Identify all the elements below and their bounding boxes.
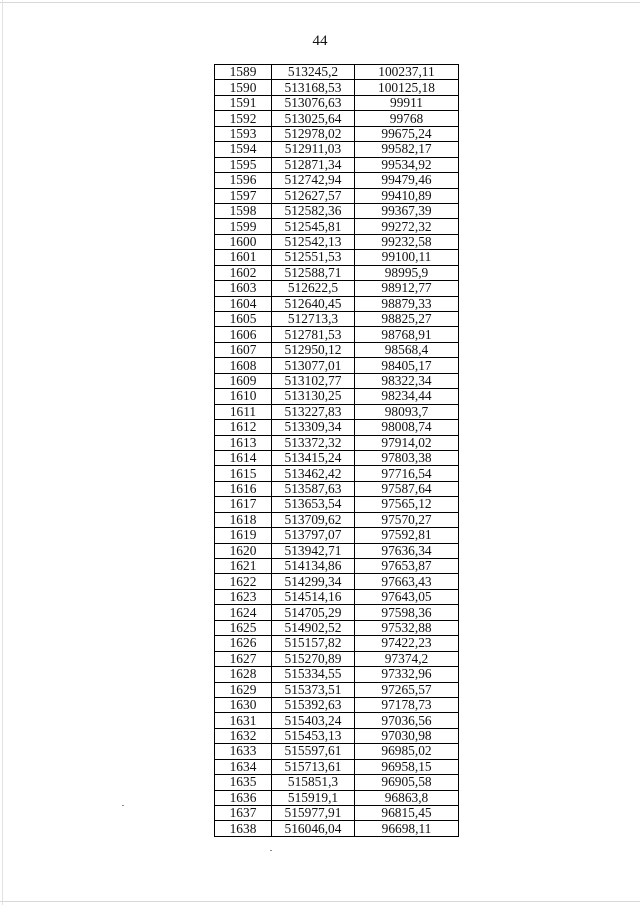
- x-coordinate-cell: 512978,02: [272, 126, 355, 141]
- coordinates-table-body: [215, 65, 459, 837]
- y-coordinate-cell: 97374,2: [355, 651, 459, 666]
- x-coordinate-cell: 513587,63: [272, 481, 355, 496]
- x-coordinate-cell: 515270,89: [272, 651, 355, 666]
- table-row: [215, 512, 459, 527]
- point-number-cell: 1596: [215, 173, 272, 188]
- point-number-cell: 1605: [215, 312, 272, 327]
- scan-edge-left: [2, 0, 3, 905]
- table-row: [215, 759, 459, 774]
- y-coordinate-cell: 97532,88: [355, 620, 459, 635]
- table-row: [215, 713, 459, 728]
- table-row: [215, 188, 459, 203]
- x-coordinate-cell: 512950,12: [272, 342, 355, 357]
- table-row: [215, 157, 459, 172]
- point-number-cell: 1626: [215, 636, 272, 651]
- table-row: [215, 327, 459, 342]
- y-coordinate-cell: 99100,11: [355, 250, 459, 265]
- point-number-cell: 1615: [215, 466, 272, 481]
- table-row: [215, 728, 459, 743]
- x-coordinate-cell: 514514,16: [272, 589, 355, 604]
- point-number-cell: 1597: [215, 188, 272, 203]
- table-row: [215, 203, 459, 218]
- table-row: [215, 342, 459, 357]
- point-number-cell: 1606: [215, 327, 272, 342]
- table-row: [215, 790, 459, 805]
- y-coordinate-cell: 98912,77: [355, 281, 459, 296]
- y-coordinate-cell: 96698,11: [355, 821, 459, 836]
- point-number-cell: 1607: [215, 342, 272, 357]
- point-number-cell: 1600: [215, 234, 272, 249]
- x-coordinate-cell: 515851,3: [272, 775, 355, 790]
- y-coordinate-cell: 98825,27: [355, 312, 459, 327]
- point-number-cell: 1637: [215, 806, 272, 821]
- x-coordinate-cell: 515373,51: [272, 682, 355, 697]
- table-row: [215, 806, 459, 821]
- point-number-cell: 1624: [215, 605, 272, 620]
- table-row: [215, 404, 459, 419]
- point-number-cell: 1632: [215, 728, 272, 743]
- y-coordinate-cell: 97914,02: [355, 435, 459, 450]
- point-number-cell: 1616: [215, 481, 272, 496]
- scan-edge-bottom: [0, 901, 640, 902]
- point-number-cell: 1636: [215, 790, 272, 805]
- y-coordinate-cell: 100237,11: [355, 65, 459, 80]
- point-number-cell: 1611: [215, 404, 272, 419]
- point-number-cell: 1602: [215, 265, 272, 280]
- point-number-cell: 1619: [215, 528, 272, 543]
- table-row: [215, 651, 459, 666]
- y-coordinate-cell: 97036,56: [355, 713, 459, 728]
- point-number-cell: 1620: [215, 543, 272, 558]
- x-coordinate-cell: 512582,36: [272, 203, 355, 218]
- table-row: [215, 435, 459, 450]
- x-coordinate-cell: 512871,34: [272, 157, 355, 172]
- table-row: [215, 821, 459, 836]
- x-coordinate-cell: 513372,32: [272, 435, 355, 450]
- x-coordinate-cell: 512545,81: [272, 219, 355, 234]
- y-coordinate-cell: 99534,92: [355, 157, 459, 172]
- table-row: [215, 173, 459, 188]
- table-row: [215, 265, 459, 280]
- y-coordinate-cell: 97422,23: [355, 636, 459, 651]
- x-coordinate-cell: 512713,3: [272, 312, 355, 327]
- y-coordinate-cell: 97587,64: [355, 481, 459, 496]
- y-coordinate-cell: 99479,46: [355, 173, 459, 188]
- x-coordinate-cell: 513130,25: [272, 389, 355, 404]
- table-row: [215, 481, 459, 496]
- point-number-cell: 1625: [215, 620, 272, 635]
- table-row: [215, 450, 459, 465]
- table-row: [215, 80, 459, 95]
- x-coordinate-cell: 512627,57: [272, 188, 355, 203]
- y-coordinate-cell: 97565,12: [355, 497, 459, 512]
- x-coordinate-cell: 515977,91: [272, 806, 355, 821]
- table-row: [215, 528, 459, 543]
- point-number-cell: 1618: [215, 512, 272, 527]
- x-coordinate-cell: 513077,01: [272, 358, 355, 373]
- point-number-cell: 1589: [215, 65, 272, 80]
- table-row: [215, 775, 459, 790]
- x-coordinate-cell: 512640,45: [272, 296, 355, 311]
- scan-speck: [122, 805, 124, 806]
- y-coordinate-cell: 97653,87: [355, 559, 459, 574]
- y-coordinate-cell: 97592,81: [355, 528, 459, 543]
- x-coordinate-cell: 515403,24: [272, 713, 355, 728]
- x-coordinate-cell: 512542,13: [272, 234, 355, 249]
- y-coordinate-cell: 97643,05: [355, 589, 459, 604]
- point-number-cell: 1592: [215, 111, 272, 126]
- y-coordinate-cell: 96958,15: [355, 759, 459, 774]
- y-coordinate-cell: 97178,73: [355, 697, 459, 712]
- x-coordinate-cell: 515334,55: [272, 667, 355, 682]
- x-coordinate-cell: 514299,34: [272, 574, 355, 589]
- x-coordinate-cell: 512551,53: [272, 250, 355, 265]
- y-coordinate-cell: 97570,27: [355, 512, 459, 527]
- y-coordinate-cell: 99367,39: [355, 203, 459, 218]
- x-coordinate-cell: 515392,63: [272, 697, 355, 712]
- y-coordinate-cell: 97716,54: [355, 466, 459, 481]
- y-coordinate-cell: 97030,98: [355, 728, 459, 743]
- y-coordinate-cell: 97636,34: [355, 543, 459, 558]
- x-coordinate-cell: 513942,71: [272, 543, 355, 558]
- point-number-cell: 1612: [215, 420, 272, 435]
- y-coordinate-cell: 98322,34: [355, 373, 459, 388]
- table-row: [215, 620, 459, 635]
- y-coordinate-cell: 97663,43: [355, 574, 459, 589]
- y-coordinate-cell: 99911: [355, 95, 459, 110]
- y-coordinate-cell: 99232,58: [355, 234, 459, 249]
- x-coordinate-cell: 512742,94: [272, 173, 355, 188]
- y-coordinate-cell: 98568,4: [355, 342, 459, 357]
- y-coordinate-cell: 97332,96: [355, 667, 459, 682]
- table-row: [215, 65, 459, 80]
- table-row: [215, 250, 459, 265]
- x-coordinate-cell: 513025,64: [272, 111, 355, 126]
- point-number-cell: 1621: [215, 559, 272, 574]
- point-number-cell: 1629: [215, 682, 272, 697]
- table-row: [215, 111, 459, 126]
- point-number-cell: 1610: [215, 389, 272, 404]
- y-coordinate-cell: 98768,91: [355, 327, 459, 342]
- y-coordinate-cell: 98995,9: [355, 265, 459, 280]
- table-row: [215, 697, 459, 712]
- point-number-cell: 1595: [215, 157, 272, 172]
- table-row: [215, 574, 459, 589]
- point-number-cell: 1594: [215, 142, 272, 157]
- point-number-cell: 1613: [215, 435, 272, 450]
- y-coordinate-cell: 98405,17: [355, 358, 459, 373]
- x-coordinate-cell: 513797,07: [272, 528, 355, 543]
- point-number-cell: 1603: [215, 281, 272, 296]
- point-number-cell: 1604: [215, 296, 272, 311]
- point-number-cell: 1617: [215, 497, 272, 512]
- x-coordinate-cell: 514705,29: [272, 605, 355, 620]
- x-coordinate-cell: 514134,86: [272, 559, 355, 574]
- y-coordinate-cell: 98093,7: [355, 404, 459, 419]
- point-number-cell: 1628: [215, 667, 272, 682]
- x-coordinate-cell: 512781,53: [272, 327, 355, 342]
- x-coordinate-cell: 513102,77: [272, 373, 355, 388]
- table-row: [215, 667, 459, 682]
- y-coordinate-cell: 98008,74: [355, 420, 459, 435]
- point-number-cell: 1638: [215, 821, 272, 836]
- x-coordinate-cell: 515919,1: [272, 790, 355, 805]
- x-coordinate-cell: 513415,24: [272, 450, 355, 465]
- x-coordinate-cell: 513245,2: [272, 65, 355, 80]
- table-row: [215, 466, 459, 481]
- x-coordinate-cell: 515597,61: [272, 744, 355, 759]
- table-row: [215, 389, 459, 404]
- table-row: [215, 744, 459, 759]
- table-row: [215, 142, 459, 157]
- point-number-cell: 1593: [215, 126, 272, 141]
- y-coordinate-cell: 96863,8: [355, 790, 459, 805]
- point-number-cell: 1634: [215, 759, 272, 774]
- table-row: [215, 605, 459, 620]
- x-coordinate-cell: 512622,5: [272, 281, 355, 296]
- y-coordinate-cell: 96815,45: [355, 806, 459, 821]
- x-coordinate-cell: 513168,53: [272, 80, 355, 95]
- table-row: [215, 589, 459, 604]
- y-coordinate-cell: 98879,33: [355, 296, 459, 311]
- table-row: [215, 312, 459, 327]
- y-coordinate-cell: 99272,32: [355, 219, 459, 234]
- point-number-cell: 1614: [215, 450, 272, 465]
- table-row: [215, 281, 459, 296]
- point-number-cell: 1635: [215, 775, 272, 790]
- table-row: [215, 559, 459, 574]
- scan-speck: [270, 850, 272, 851]
- y-coordinate-cell: 99410,89: [355, 188, 459, 203]
- x-coordinate-cell: 513653,54: [272, 497, 355, 512]
- point-number-cell: 1591: [215, 95, 272, 110]
- y-coordinate-cell: 97598,36: [355, 605, 459, 620]
- x-coordinate-cell: 513462,42: [272, 466, 355, 481]
- table-row: [215, 358, 459, 373]
- x-coordinate-cell: 512911,03: [272, 142, 355, 157]
- x-coordinate-cell: 516046,04: [272, 821, 355, 836]
- table-row: [215, 420, 459, 435]
- y-coordinate-cell: 98234,44: [355, 389, 459, 404]
- table-row: [215, 636, 459, 651]
- point-number-cell: 1609: [215, 373, 272, 388]
- x-coordinate-cell: 515157,82: [272, 636, 355, 651]
- x-coordinate-cell: 515713,61: [272, 759, 355, 774]
- point-number-cell: 1631: [215, 713, 272, 728]
- table-row: [215, 95, 459, 110]
- point-number-cell: 1633: [215, 744, 272, 759]
- point-number-cell: 1627: [215, 651, 272, 666]
- table-row: [215, 543, 459, 558]
- point-number-cell: 1630: [215, 697, 272, 712]
- table-row: [215, 497, 459, 512]
- scan-edge-top: [0, 2, 640, 3]
- point-number-cell: 1608: [215, 358, 272, 373]
- point-number-cell: 1598: [215, 203, 272, 218]
- x-coordinate-cell: 512588,71: [272, 265, 355, 280]
- y-coordinate-cell: 96905,58: [355, 775, 459, 790]
- y-coordinate-cell: 99582,17: [355, 142, 459, 157]
- y-coordinate-cell: 97265,57: [355, 682, 459, 697]
- table-row: [215, 219, 459, 234]
- point-number-cell: 1623: [215, 589, 272, 604]
- x-coordinate-cell: 515453,13: [272, 728, 355, 743]
- y-coordinate-cell: 96985,02: [355, 744, 459, 759]
- table-row: [215, 296, 459, 311]
- table-row: [215, 373, 459, 388]
- point-number-cell: 1599: [215, 219, 272, 234]
- x-coordinate-cell: 513309,34: [272, 420, 355, 435]
- x-coordinate-cell: 513709,62: [272, 512, 355, 527]
- page-number: 44: [312, 33, 328, 49]
- y-coordinate-cell: 97803,38: [355, 450, 459, 465]
- point-number-cell: 1590: [215, 80, 272, 95]
- x-coordinate-cell: 513227,83: [272, 404, 355, 419]
- y-coordinate-cell: 99768: [355, 111, 459, 126]
- table-row: [215, 682, 459, 697]
- table-row: [215, 126, 459, 141]
- y-coordinate-cell: 100125,18: [355, 80, 459, 95]
- y-coordinate-cell: 99675,24: [355, 126, 459, 141]
- table-row: [215, 234, 459, 249]
- point-number-cell: 1601: [215, 250, 272, 265]
- x-coordinate-cell: 514902,52: [272, 620, 355, 635]
- point-number-cell: 1622: [215, 574, 272, 589]
- x-coordinate-cell: 513076,63: [272, 95, 355, 110]
- coordinates-table: [214, 64, 459, 837]
